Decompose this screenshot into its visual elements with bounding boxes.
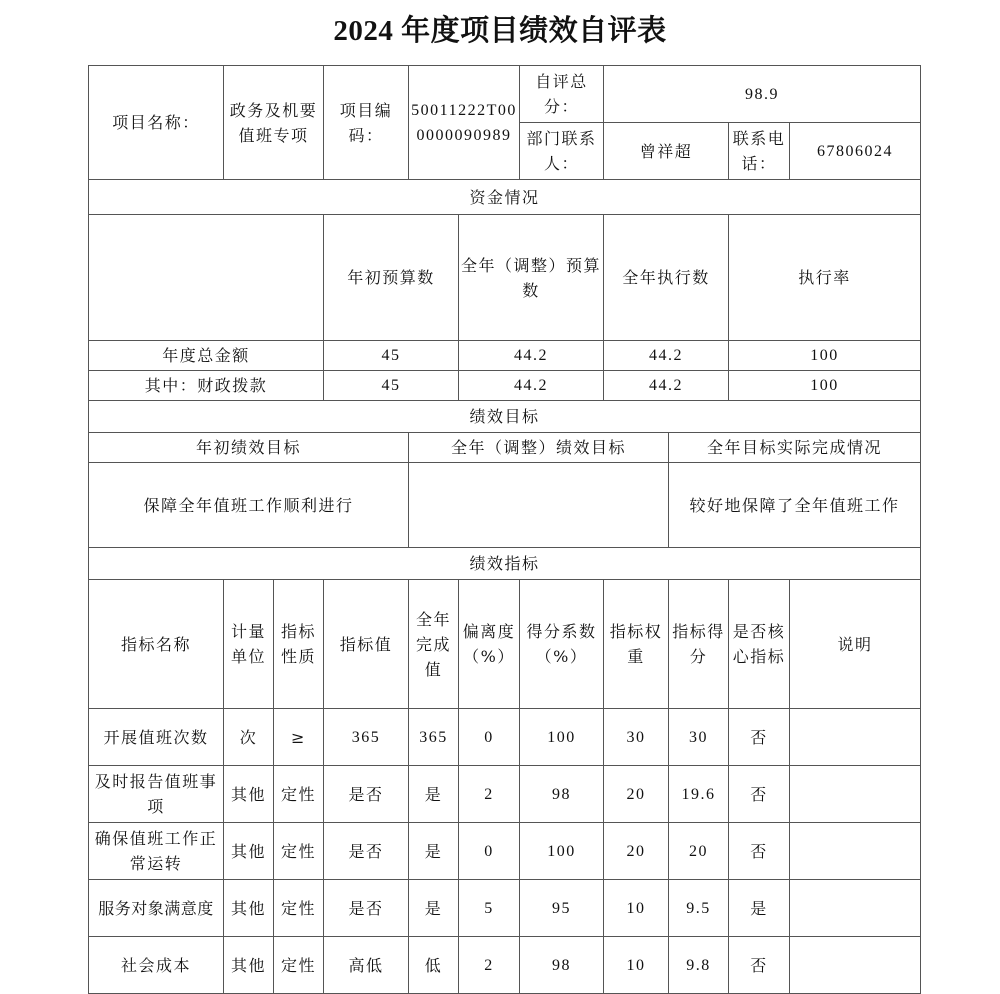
funds-cell: 44.2 — [604, 341, 729, 371]
indicator-row — [89, 880, 921, 937]
ind-core: 是 — [729, 880, 790, 937]
goals-row — [89, 463, 921, 548]
ind-actual: 365 — [409, 709, 459, 766]
goals-cell — [409, 463, 669, 548]
ind-name: 服务对象满意度 — [89, 880, 224, 937]
funds-cell: 45 — [324, 341, 459, 371]
ind-col-header: 指标得分 — [669, 580, 729, 709]
ind-unit: 其他 — [224, 823, 274, 880]
ind-weight: 20 — [604, 766, 669, 823]
funds-column-header — [89, 215, 921, 341]
ind-col-header: 指标权重 — [604, 580, 669, 709]
funds-section-title: 资金情况 — [89, 180, 921, 215]
ind-col-header: 指标性质 — [274, 580, 324, 709]
page-title: 2024 年度项目绩效自评表 — [333, 15, 667, 47]
ind-score: 20 — [669, 823, 729, 880]
ind-nature: 定性 — [274, 823, 324, 880]
indicators-section-header — [89, 548, 921, 580]
ind-coef: 100 — [520, 823, 604, 880]
ind-name: 及时报告值班事项 — [89, 766, 224, 823]
ind-name: 开展值班次数 — [89, 709, 224, 766]
ind-weight: 20 — [604, 823, 669, 880]
ind-col-header: 偏离度（%） — [459, 580, 520, 709]
ind-coef: 100 — [520, 709, 604, 766]
ind-col-header: 指标名称 — [89, 580, 224, 709]
project-code-value: 50011222T000000090989 — [409, 66, 520, 180]
ind-coef: 98 — [520, 766, 604, 823]
ind-unit: 次 — [224, 709, 274, 766]
goals-col-header: 全年目标实际完成情况 — [669, 433, 921, 463]
funds-cell: 45 — [324, 371, 459, 401]
ind-target: 是否 — [324, 880, 409, 937]
funds-col-header: 执行率 — [729, 215, 921, 341]
goals-col-header: 全年（调整）绩效目标 — [409, 433, 669, 463]
phone-value: 67806024 — [790, 123, 921, 180]
funds-row-label: 其中：财政拨款 — [89, 371, 324, 401]
funds-col-header: 全年执行数 — [604, 215, 729, 341]
ind-note — [790, 880, 921, 937]
ind-target: 365 — [324, 709, 409, 766]
indicator-row — [89, 709, 921, 766]
goals-section-header — [89, 401, 921, 433]
ind-target: 是否 — [324, 766, 409, 823]
ind-score: 9.5 — [669, 880, 729, 937]
ind-note — [790, 823, 921, 880]
ind-nature: 定性 — [274, 937, 324, 994]
score-value: 98.9 — [604, 66, 921, 123]
indicator-row — [89, 823, 921, 880]
score-label: 自评总分： — [520, 66, 604, 123]
goals-column-header — [89, 433, 921, 463]
ind-deviation: 2 — [459, 937, 520, 994]
goals-cell: 保障全年值班工作顺利进行 — [89, 463, 409, 548]
ind-note — [790, 766, 921, 823]
ind-coef: 98 — [520, 937, 604, 994]
goals-col-header: 年初绩效目标 — [89, 433, 409, 463]
ind-core: 否 — [729, 823, 790, 880]
ind-target: 是否 — [324, 823, 409, 880]
funds-empty-header — [89, 215, 324, 341]
phone-label: 联系电话： — [729, 123, 790, 180]
ind-actual: 低 — [409, 937, 459, 994]
ind-col-header: 计量单位 — [224, 580, 274, 709]
goals-section-title: 绩效目标 — [89, 401, 921, 433]
ind-unit: 其他 — [224, 880, 274, 937]
ind-nature: ≥ — [274, 709, 324, 766]
ind-deviation: 0 — [459, 823, 520, 880]
ind-col-header: 得分系数（%） — [520, 580, 604, 709]
ind-weight: 10 — [604, 880, 669, 937]
project-name-label: 项目名称： — [89, 66, 224, 180]
project-name-value: 政务及机要值班专项 — [224, 66, 324, 180]
goals-cell: 较好地保障了全年值班工作 — [669, 463, 921, 548]
self-evaluation-table — [88, 65, 921, 994]
ind-weight: 30 — [604, 709, 669, 766]
ind-coef: 95 — [520, 880, 604, 937]
ind-weight: 10 — [604, 937, 669, 994]
funds-section-header — [89, 180, 921, 215]
funds-cell: 100 — [729, 371, 921, 401]
ind-col-header: 指标值 — [324, 580, 409, 709]
indicators-section-title: 绩效指标 — [89, 548, 921, 580]
ind-col-header: 全年完成值 — [409, 580, 459, 709]
funds-row-label: 年度总金额 — [89, 341, 324, 371]
funds-row — [89, 371, 921, 401]
project-code-label: 项目编码： — [324, 66, 409, 180]
ind-actual: 是 — [409, 823, 459, 880]
header-row-1 — [89, 66, 921, 123]
funds-cell: 44.2 — [604, 371, 729, 401]
ind-core: 否 — [729, 766, 790, 823]
funds-cell: 44.2 — [459, 371, 604, 401]
ind-note — [790, 937, 921, 994]
ind-nature: 定性 — [274, 766, 324, 823]
funds-col-header: 全年（调整）预算数 — [459, 215, 604, 341]
ind-score: 19.6 — [669, 766, 729, 823]
ind-unit: 其他 — [224, 766, 274, 823]
funds-col-header: 年初预算数 — [324, 215, 459, 341]
ind-actual: 是 — [409, 766, 459, 823]
indicators-column-header — [89, 580, 921, 709]
dept-contact-label: 部门联系人： — [520, 123, 604, 180]
ind-deviation: 2 — [459, 766, 520, 823]
ind-core: 否 — [729, 937, 790, 994]
ind-unit: 其他 — [224, 937, 274, 994]
ind-deviation: 5 — [459, 880, 520, 937]
ind-col-header: 是否核心指标 — [729, 580, 790, 709]
indicator-row — [89, 766, 921, 823]
funds-cell: 44.2 — [459, 341, 604, 371]
funds-row — [89, 341, 921, 371]
funds-cell: 100 — [729, 341, 921, 371]
ind-target: 高低 — [324, 937, 409, 994]
ind-name: 社会成本 — [89, 937, 224, 994]
ind-note — [790, 709, 921, 766]
ind-core: 否 — [729, 709, 790, 766]
indicator-row — [89, 937, 921, 994]
ind-score: 30 — [669, 709, 729, 766]
ind-name: 确保值班工作正常运转 — [89, 823, 224, 880]
ind-deviation: 0 — [459, 709, 520, 766]
ind-nature: 定性 — [274, 880, 324, 937]
ind-col-header: 说明 — [790, 580, 921, 709]
dept-contact-value: 曾祥超 — [604, 123, 729, 180]
ind-score: 9.8 — [669, 937, 729, 994]
ind-actual: 是 — [409, 880, 459, 937]
